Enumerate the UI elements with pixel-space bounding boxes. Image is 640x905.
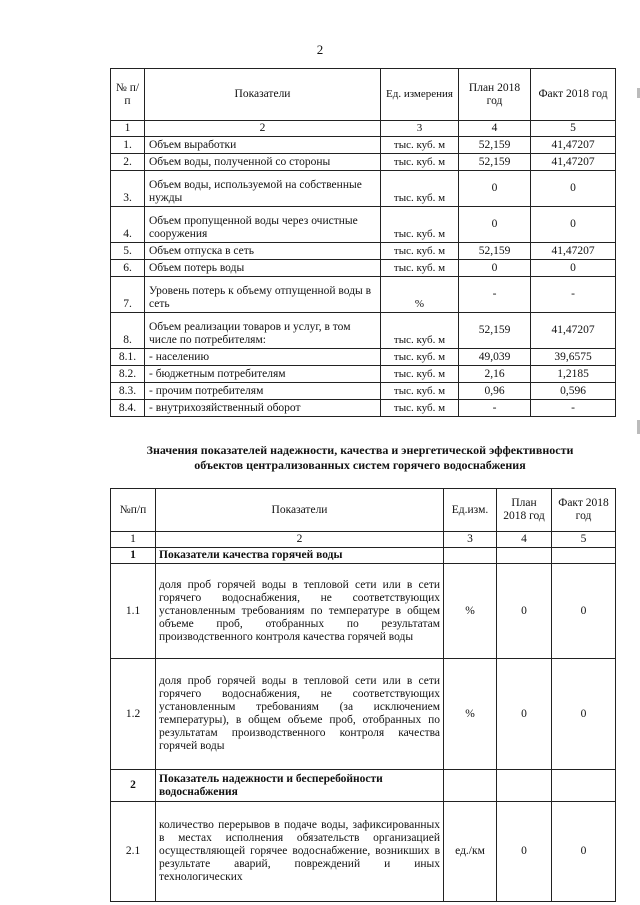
table-cell: 52,159 [459, 313, 531, 349]
column-number: 5 [531, 121, 616, 137]
table-cell: - бюджетным потребителям [145, 366, 381, 383]
table-cell: 0 [531, 260, 616, 277]
table-cell: тыс. куб. м [381, 383, 459, 400]
column-header: Ед.изм. [444, 489, 497, 532]
table-cell: тыс. куб. м [381, 243, 459, 260]
column-number: 5 [552, 532, 616, 548]
table-cell: 8.2. [111, 366, 145, 383]
column-number-row [111, 532, 616, 548]
table-row [111, 548, 616, 564]
table-cell: - [531, 400, 616, 417]
table-cell: тыс. куб. м [381, 260, 459, 277]
table-cell: 52,159 [459, 243, 531, 260]
table-cell: 8.3. [111, 383, 145, 400]
column-header: Факт 2018 год [552, 489, 616, 532]
table-cell: тыс. куб. м [381, 137, 459, 154]
table-cell: - прочим потребителям [145, 383, 381, 400]
table-cell [552, 548, 616, 564]
table-cell: 41,47207 [531, 137, 616, 154]
table-cell: - внутрихозяйственный оборот [145, 400, 381, 417]
table-cell [444, 770, 497, 802]
table-cell: 8.4. [111, 400, 145, 417]
table-cell: Показатель надежности и бесперебойности водоснабжения [156, 770, 444, 802]
table-cell: ед./км [444, 802, 497, 902]
table-cell: 1.2 [111, 659, 156, 770]
table-cell: 0 [531, 171, 616, 207]
table-cell: Уровень потерь к объему отпущенной воды в сеть [145, 277, 381, 313]
table-cell: 1 [111, 548, 156, 564]
table-row [111, 313, 616, 349]
table-cell: Объем отпуска в сеть [145, 243, 381, 260]
table-cell: 2,16 [459, 366, 531, 383]
table-cell: Объем выработки [145, 137, 381, 154]
table-cell: 8. [111, 313, 145, 349]
table-cell: 0 [497, 564, 552, 659]
table-row [111, 207, 616, 243]
column-number: 1 [111, 532, 156, 548]
table-row [111, 277, 616, 313]
table-cell: 41,47207 [531, 154, 616, 171]
table-cell: % [381, 277, 459, 313]
table-cell: тыс. куб. м [381, 207, 459, 243]
table-cell: тыс. куб. м [381, 154, 459, 171]
table-cell: - [531, 277, 616, 313]
column-number: 3 [444, 532, 497, 548]
table-cell [497, 548, 552, 564]
table-cell: 39,6575 [531, 349, 616, 366]
table-cell: 0 [459, 207, 531, 243]
table-cell: % [444, 564, 497, 659]
table-cell: Объем воды, используемой на собственные нужды [145, 171, 381, 207]
section-heading-line-2: объектов централизованных систем горячего водоснабжения [194, 458, 526, 472]
table-row [111, 564, 616, 659]
table-cell: 0 [531, 207, 616, 243]
table-cell: 52,159 [459, 154, 531, 171]
table-cell: Объем потерь воды [145, 260, 381, 277]
table-cell: 1,2185 [531, 366, 616, 383]
page-number: 2 [316, 42, 324, 57]
table-cell: количество перерывов в подаче воды, зафиксированных в местах исполнения обязательств организацией осуществляющей горячее водоснабжение, возникших в результате аварий, повреждений и иных технологических [156, 802, 444, 902]
table-row [111, 349, 616, 366]
column-number: 4 [497, 532, 552, 548]
table-cell: 4. [111, 207, 145, 243]
table-cell: 41,47207 [531, 243, 616, 260]
table-cell: доля проб горячей воды в тепловой сети или в сети горячего водоснабжения, не соответствующих установленным требованиям (за исключением температуры), в общем объеме проб, отобранных по результатам производственного контроля качества горячей воды [156, 659, 444, 770]
table-cell: 0,96 [459, 383, 531, 400]
table-cell: 52,159 [459, 137, 531, 154]
table-cell: тыс. куб. м [381, 400, 459, 417]
column-header: План 2018 год [459, 69, 531, 121]
table-cell: 49,039 [459, 349, 531, 366]
table-cell: 2 [111, 770, 156, 802]
table-cell: 0 [497, 802, 552, 902]
table-cell: 41,47207 [531, 313, 616, 349]
table-cell: - [459, 277, 531, 313]
table-cell: 3. [111, 171, 145, 207]
column-header: Ед. измерения [381, 69, 459, 121]
table-cell: тыс. куб. м [381, 366, 459, 383]
column-number: 2 [145, 121, 381, 137]
table-cell: Объем воды, полученной со стороны [145, 154, 381, 171]
table-cell: 1. [111, 137, 145, 154]
column-number: 4 [459, 121, 531, 137]
table-cell: тыс. куб. м [381, 349, 459, 366]
table-cell: Объем пропущенной воды через очистные сооружения [145, 207, 381, 243]
table-cell: 7. [111, 277, 145, 313]
column-header: Показатели [145, 69, 381, 121]
section-heading-line-1: Значения показателей надежности, качества и энергетической эффективности [146, 443, 574, 457]
table-cell: Показатели качества горячей воды [156, 548, 444, 564]
column-number: 1 [111, 121, 145, 137]
table-row [111, 260, 616, 277]
table-row [111, 171, 616, 207]
table-row [111, 770, 616, 802]
hot-water-indicators-table [110, 488, 616, 902]
table-cell: 0 [459, 260, 531, 277]
table-cell: 1.1 [111, 564, 156, 659]
table-cell [497, 770, 552, 802]
column-header: Показатели [156, 489, 444, 532]
table-cell: % [444, 659, 497, 770]
table-cell: - населению [145, 349, 381, 366]
table-row [111, 400, 616, 417]
table-cell: 0 [552, 659, 616, 770]
column-header: План 2018 год [497, 489, 552, 532]
table-cell [552, 770, 616, 802]
table-cell: 5. [111, 243, 145, 260]
table-cell: - [459, 400, 531, 417]
table-header-row [111, 69, 616, 121]
table-cell: 0 [552, 802, 616, 902]
table-cell: 6. [111, 260, 145, 277]
table-row [111, 802, 616, 902]
water-volume-table [110, 68, 616, 417]
table-cell: 0 [459, 171, 531, 207]
table-row [111, 659, 616, 770]
table-cell: 2. [111, 154, 145, 171]
column-header: №п/п [111, 489, 156, 532]
table-row [111, 243, 616, 260]
table-row [111, 366, 616, 383]
table-cell: 0 [497, 659, 552, 770]
section-heading [100, 443, 620, 473]
table-cell: 0 [552, 564, 616, 659]
column-number: 2 [156, 532, 444, 548]
column-number-row [111, 121, 616, 137]
table-cell: доля проб горячей воды в тепловой сети или в сети горячего водоснабжения, не соответствующих установленным требованиям по температуре в общем объеме проб, отобранных по результатам производственного контроля качества горячей воды [156, 564, 444, 659]
table-cell: Объем реализации товаров и услуг, в том числе по потребителям: [145, 313, 381, 349]
table-cell: 8.1. [111, 349, 145, 366]
table-cell [444, 548, 497, 564]
table-cell: тыс. куб. м [381, 313, 459, 349]
table-cell: 0,596 [531, 383, 616, 400]
column-header: Факт 2018 год [531, 69, 616, 121]
column-header: № п/п [111, 69, 145, 121]
table-header-row [111, 489, 616, 532]
column-number: 3 [381, 121, 459, 137]
table-row [111, 383, 616, 400]
table-row [111, 154, 616, 171]
table-cell: тыс. куб. м [381, 171, 459, 207]
table-cell: 2.1 [111, 802, 156, 902]
table-row [111, 137, 616, 154]
